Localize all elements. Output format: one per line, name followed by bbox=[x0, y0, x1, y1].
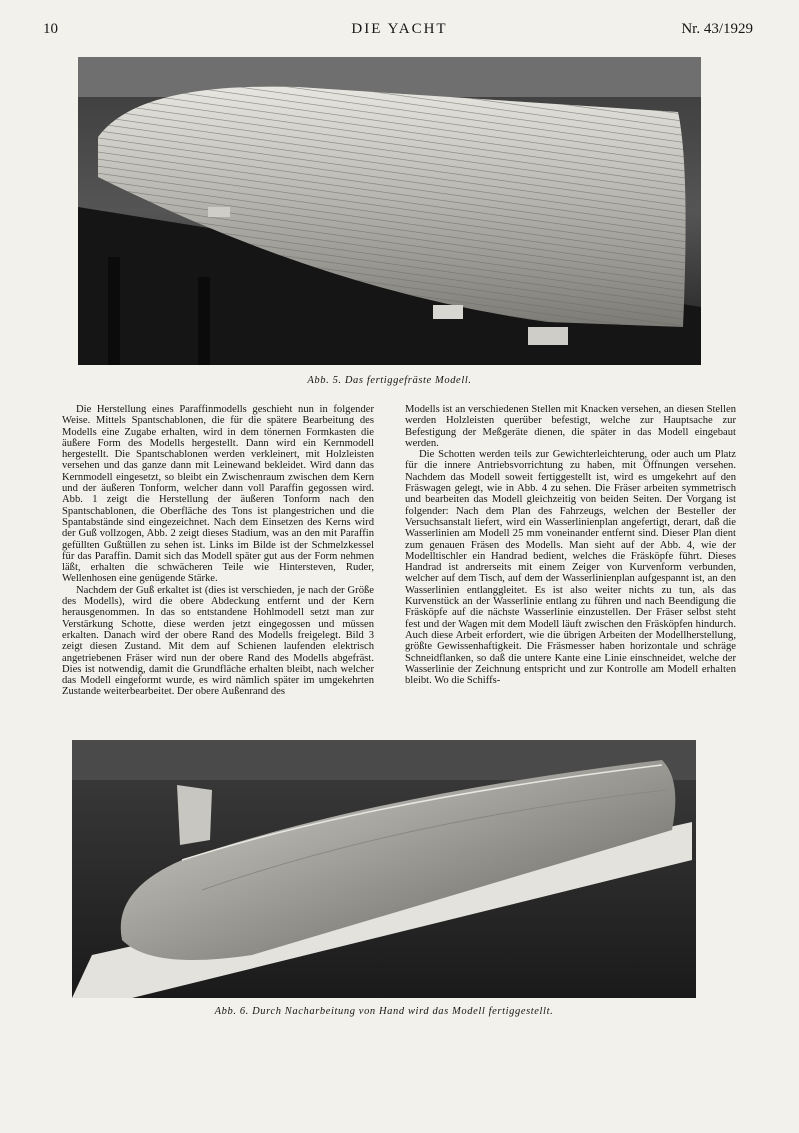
figure-6-caption: Abb. 6. Durch Nacharbeitung von Hand wird das Modell fertiggestellt. bbox=[214, 1006, 554, 1017]
text-column-left bbox=[62, 404, 374, 698]
issue-number: Nr. 43/1929 bbox=[681, 21, 753, 37]
finished-model-photo bbox=[72, 740, 696, 998]
figure-6-photo bbox=[72, 740, 696, 998]
paragraph: Die Schotten werden teils zur Gewichterleichterung, oder auch um Platz für die innere Antriebsvorrichtung zu haben, mit Öffnungen versehen. Nachdem das Modell soweit fertiggestellt ist, wird es umgekehrt auf den Fräswagen gelegt, wie in Abb. 4 zu sehen. Die Fräser arbeiten symmetrisch und bearbeiten das Modell gleichzeitig von beiden Seiten. Der Vorgang ist folgender: Nach dem Plan des Fahrzeugs, welchen der Besteller der Versuchsanstalt liefert, wird ein Wasserlinienplan angefertigt, derart, daß die Wasserlinien am Modell 25 mm voneinander entfernt sind. Dieser Plan dient zum genauen Fräsen des Modells. Man sieht auf der Abb. 4, wie der Modelltischler ein Handrad bedient, welches die Fräsköpfe führt. Dieses Handrad ist andrerseits mit einem Zeiger von Kurvenform verbunden, welcher auf dem Tisch, auf dem der Wasserlinienplan aufgespannt ist, an den Wasserlinien entlanggleitet. Es ist also weiter nichts zu tun, als das Kurvenstück an der Wasserlinie entlang zu führen und nach Beendigung die Fräsköpfe auf die nächste Wasserlinie einzustellen. Der Fräser selbst steht fest und der Wagen mit dem Modell läuft zwischen den Fräsköpfen hindurch. Auch diese Arbeit erfordert, wie die übrigen Arbeiten der Modellherstellung, größte Gewissenhaftigkeit. Die Fräsmesser haben horizontale und schräge Schneidflanken, so daß die untere Kante eine Linie einschneidet, welche der Wasserlinie der Zeichnung entspricht und zur Kontrolle am Modell erhalten bleibt. Wo die Schiffs- bbox=[405, 449, 736, 687]
hull-model-photo bbox=[78, 57, 701, 365]
paragraph: Die Herstellung eines Paraffinmodells geschieht nun in folgender Weise. Mittels Spantschablonen, die für die spätere Bearbeitung des Modells eine Zugabe erhalten, wird in dem tönernen Formkasten die äußere Form des Modells hergestellt. Dann wird ein Kernmodell hergestellt. Die Spantschablonen werden verkleinert, mit Holzleisten versehen und das ganze dann mit Leinewand bekleidet. Wird dann das Kernmodell eingesetzt, so bleibt ein Zwischenraum zwischen dem Kern und der äußeren Tonform, welcher dann voll Paraffin gegossen wird. Abb. 1 zeigt die Herstellung der äußeren Tonform nach den Spantschablonen, die Oberfläche des Tons ist plangestrichen und die Spantabstände sind eingezeichnet. Nach dem Einsetzen des Kerns wird der Guß vollzogen, Abb. 2 zeigt dieses Stadium, was an den mit Paraffin gefüllten Gußtüllen zu sehen ist. Links im Bilde ist der Schmelzkessel für das Paraffin. Damit sich das Modell später gut aus der Form nehmen läßt, erhalten die schwächeren Teile wie Hintersteven, Ruder, Wellenhosen eine genügende Stärke. bbox=[62, 404, 374, 585]
figure-5-photo bbox=[78, 57, 701, 365]
paragraph: Nachdem der Guß erkaltet ist (dies ist verschieden, je nach der Größe des Modells), wird die obere Abdeckung entfernt und der Kern herausgenommen. In das so entstandene Hohlmodell setzt man zur Verstärkung Schotte, diese werden jetzt eingegossen und müssen erkalten. Danach wird der obere Rand des Modells freigelegt. Bild 3 zeigt diesen Zustand. Mit dem auf Schienen laufenden elektrisch angetriebenen Fräser wird nun der obere Rand des Modells abgefräst. Dies ist notwendig, damit die Grundfläche erhalten bleibt, nach welcher das Modell eingeformt wurde, es wird nämlich später im umgekehrten Zustande weiterbearbeitet. Der obere Außenrand des bbox=[62, 584, 374, 698]
paragraph: Modells ist an verschiedenen Stellen mit Knacken versehen, an diesen Stellen werden Holzleisten querüber befestigt, welche zur Hauptsache zur Befestigung der Meßgeräte dienen, die später in das Modell eingebaut werden. bbox=[405, 404, 736, 449]
text-column-right bbox=[405, 404, 736, 686]
page-number: 10 bbox=[43, 21, 58, 37]
figure-5-caption: Abb. 5. Das fertiggefräste Modell. bbox=[307, 375, 472, 386]
magazine-title: DIE YACHT bbox=[351, 21, 448, 37]
